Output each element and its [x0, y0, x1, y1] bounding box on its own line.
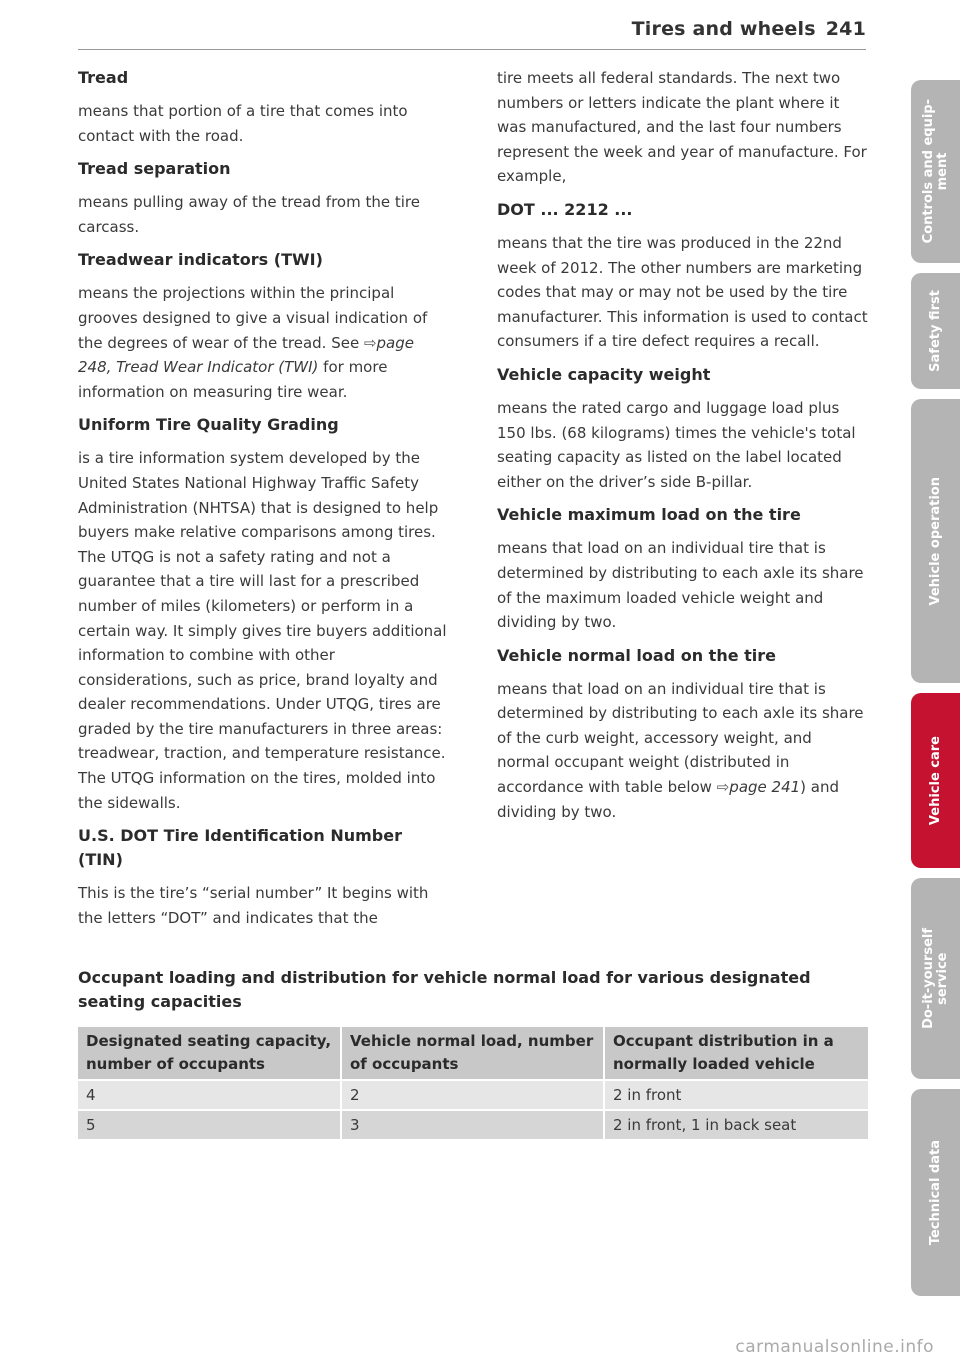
- column-header: Designated seating capacity, number of occupants: [78, 1027, 341, 1080]
- def-capacity-weight: means the rated cargo and luggage load plus 150 lbs. (68 kilograms) times the vehicle's total seating capacity as listed on the label located either on the driver’s side B-pillar.: [497, 398, 856, 491]
- term-tread: Tread: [78, 68, 129, 87]
- page-number: 241: [825, 18, 866, 40]
- def-tread: means that portion of a tire that comes into contact with the road.: [78, 102, 408, 145]
- table-cell: 4: [78, 1080, 341, 1110]
- seating-table: [78, 1027, 868, 1139]
- arrow-right-icon: ⇨: [716, 778, 730, 797]
- term-twi: Treadwear indicators (TWI): [78, 250, 323, 270]
- chapter-tab-operation[interactable]: Vehicle operation: [911, 399, 960, 683]
- column-header: Vehicle normal load, number of occupants: [341, 1027, 604, 1080]
- def-twi: means the projections within the principal grooves designed to give a visual indication of the degrees of wear of the tread. See ⇨page 248, Tread Wear Indicator (TWI) for more information on measuring tire wear.: [78, 284, 428, 401]
- def-normal-load: means that load on an individual tire that is determined by distributing to each axle its share of the curb weight, accessory weight, and normal occupant weight (distributed in accordance with table below ⇨page 241) and dividing by two.: [497, 679, 864, 821]
- def-tread-separation: means pulling away of the tread from the tire carcass.: [78, 193, 420, 236]
- term-max-load: Vehicle maximum load on the tire: [497, 505, 801, 525]
- def-tin-continued: tire meets all federal standards. The next two numbers or letters indicate the plant where it was manufactured, and the last four numbers represent the week and year of manufacture. For example,: [497, 69, 867, 186]
- dot-example: DOT ... 2212 ...: [497, 199, 633, 219]
- arrow-right-icon: ⇨: [363, 333, 377, 352]
- table-row: [78, 1080, 868, 1110]
- term-capacity-weight: Vehicle capacity weight: [497, 364, 711, 384]
- chapter-tab-vehicle-care[interactable]: Vehicle care: [911, 693, 960, 868]
- chapter-tab-controls[interactable]: Controls and equip- ment: [911, 80, 960, 263]
- term-normal-load: Vehicle normal load on the tire: [497, 645, 777, 665]
- term-tread-separation: Tread separation: [78, 159, 231, 179]
- section-title: Tires and wheels: [631, 18, 816, 40]
- def-utqg: is a tire information system developed by the United States National Highway Traffic Safety Administration (NHTSA) that is designed to help buyers make relative comparisons among tires. The UTQG is not a safety rating and not a guarantee that a tire will last for a prescribed number of miles (kilometers) or perform in a certain way. It simply gives tire buyers additional information to combine with other considerations, such as price, brand loyalty and dealer recommendations. Under UTQG, tires are graded by the tire manufacturers in three areas: treadwear, traction, and temperature resistance. The UTQG information on the tires, molded into the sidewalls.: [78, 449, 447, 812]
- chapter-tab-technical[interactable]: Technical data: [911, 1089, 960, 1296]
- page-reference-link[interactable]: page 248, Tread Wear Indicator (TWI): [78, 333, 414, 377]
- watermark: carmanualsonline.info: [735, 1337, 934, 1357]
- column-header: Occupant distribution in a normally loaded vehicle: [604, 1027, 868, 1080]
- left-column: [78, 66, 448, 939]
- term-utqg: Uniform Tire Quality Grading: [78, 415, 339, 435]
- right-column: [497, 66, 869, 833]
- def-tin: This is the tire’s “serial number” It begins with the letters “DOT” and indicates that the: [78, 884, 429, 927]
- def-max-load: means that load on an individual tire that is determined by distributing to each axle its share of the maximum loaded vehicle weight and dividing by two.: [497, 539, 864, 632]
- header-rule: [78, 49, 866, 50]
- page-reference-link[interactable]: page 241: [729, 778, 801, 797]
- term-tin: U.S. DOT Tire Identification Number (TIN): [78, 826, 402, 870]
- running-header: [632, 18, 866, 40]
- table-cell: 2: [341, 1080, 604, 1110]
- table-row: [78, 1110, 868, 1139]
- dot-explanation: means that the tire was produced in the 22nd week of 2012. The other numbers are marketing codes that may or may not be used by the tire manufacturer. This information is used to contact consumers if a tire defect requires a recall.: [497, 233, 868, 351]
- table-title: Occupant loading and distribution for vehicle normal load for various designated seating capacities: [78, 968, 811, 1011]
- table-header-row: [78, 1027, 868, 1080]
- table-cell: 2 in front, 1 in back seat: [604, 1110, 868, 1139]
- table-cell: 3: [341, 1110, 604, 1139]
- table-cell: 2 in front: [604, 1080, 868, 1110]
- chapter-tab-diy-service[interactable]: Do-it-yourself service: [911, 878, 960, 1079]
- table-cell: 5: [78, 1110, 341, 1139]
- chapter-tab-safety[interactable]: Safety first: [911, 273, 960, 389]
